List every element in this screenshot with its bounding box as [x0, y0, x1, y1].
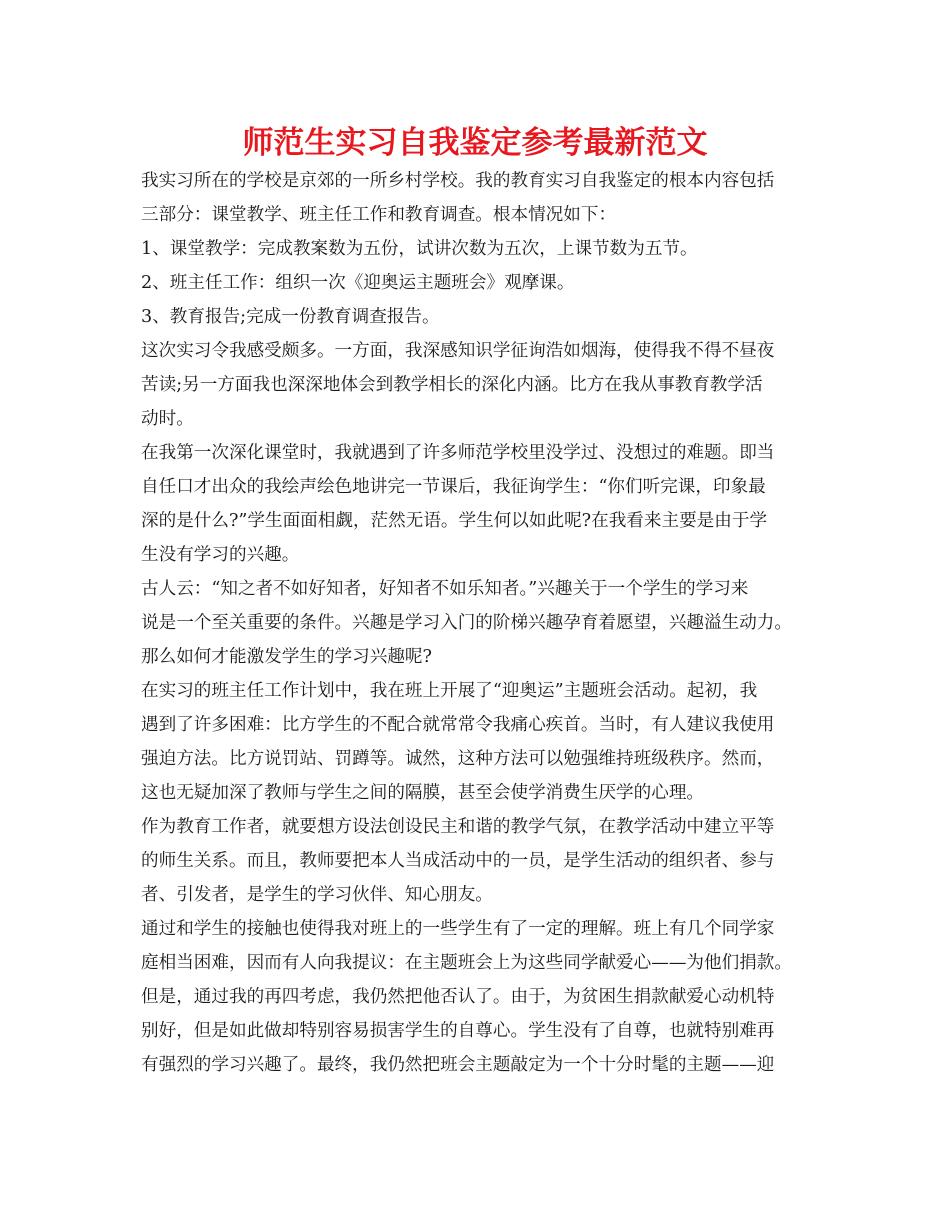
body-line: 庭相当困难，因而有人向我提议：在主题班会上为这些同学献爱心——为他们捐款。: [141, 953, 792, 973]
body-line: 者、引发者，是学生的学习伙伴、知心朋友。: [141, 885, 493, 905]
body-line: 遇到了许多困难：比方学生的不配合就常常令我痛心疾首。当时，有人建议我使用: [141, 715, 775, 735]
body-line: 有强烈的学习兴趣了。最终，我仍然把班会主题敲定为一个十分时髦的主题——迎: [141, 1055, 775, 1075]
body-line: 苦读;另一方面我也深深地体会到教学相长的深化内涵。比方在我从事教育教学活: [141, 375, 763, 395]
body-line: 说是一个至关重要的条件。兴趣是学习入门的阶梯兴趣孕育着愿望，兴趣溢生动力。: [141, 613, 792, 633]
body-line: 动时。: [141, 409, 194, 429]
body-line: 2、班主任工作：组织一次《迎奥运主题班会》观摩课。: [141, 273, 575, 293]
body-line: 那么如何才能激发学生的学习兴趣呢?: [141, 647, 432, 667]
body-line: 别好，但是如此做却特别容易损害学生的自尊心。学生没有了自尊，也就特别难再: [141, 1021, 775, 1041]
body-line: 作为教育工作者，就要想方设法创设民主和谐的教学气氛，在教学活动中建立平等: [141, 817, 775, 837]
body-line: 古人云：“知之者不如好知者，好知者不如乐知者。”兴趣关于一个学生的学习来: [141, 579, 749, 599]
body-line: 通过和学生的接触也使得我对班上的一些学生有了一定的理解。班上有几个同学家: [141, 919, 775, 939]
body-line: 这也无疑加深了教师与学生之间的隔膜，甚至会使学消费生厌学的心理。: [141, 783, 705, 803]
body-line: 这次实习令我感受颇多。一方面，我深感知识学征询浩如烟海，使得我不得不昼夜: [141, 341, 775, 361]
body-line: 3、教育报告;完成一份教育调查报告。: [141, 307, 440, 327]
body-line: 的师生关系。而且，教师要把本人当成活动中的一员，是学生活动的组织者、参与: [141, 851, 775, 871]
document-body: [141, 164, 821, 1082]
body-line: 我实习所在的学校是京郊的一所乡村学校。我的教育实习自我鉴定的根本内容包括: [141, 171, 775, 191]
body-line: 在我第一次深化课堂时，我就遇到了许多师范学校里没学过、没想过的难题。即当: [141, 443, 775, 463]
body-line: 三部分：课堂教学、班主任工作和教育调查。根本情况如下：: [141, 205, 617, 225]
body-line: 在实习的班主任工作计划中，我在班上开展了“迎奥运”主题班会活动。起初，我: [141, 681, 758, 701]
body-line: 强迫方法。比方说罚站、罚蹲等。诚然，这种方法可以勉强维持班级秩序。然而，: [141, 749, 775, 769]
document-title: 师范生实习自我鉴定参考最新范文: [242, 125, 708, 161]
body-line: 生没有学习的兴趣。: [141, 545, 300, 565]
body-line: 深的是什么?”学生面面相觑，茫然无语。学生何以如此呢?在我看来主要是由于学: [141, 511, 768, 531]
body-line: 自任口才出众的我绘声绘色地讲完一节课后，我征询学生：“你们听完课，印象最: [141, 477, 766, 497]
body-line: 但是，通过我的再四考虑，我仍然把他否认了。由于，为贫困生捐款献爱心动机特: [141, 987, 775, 1007]
body-line: 1、课堂教学：完成教案数为五份，试讲次数为五次，上课节数为五节。: [141, 239, 698, 259]
